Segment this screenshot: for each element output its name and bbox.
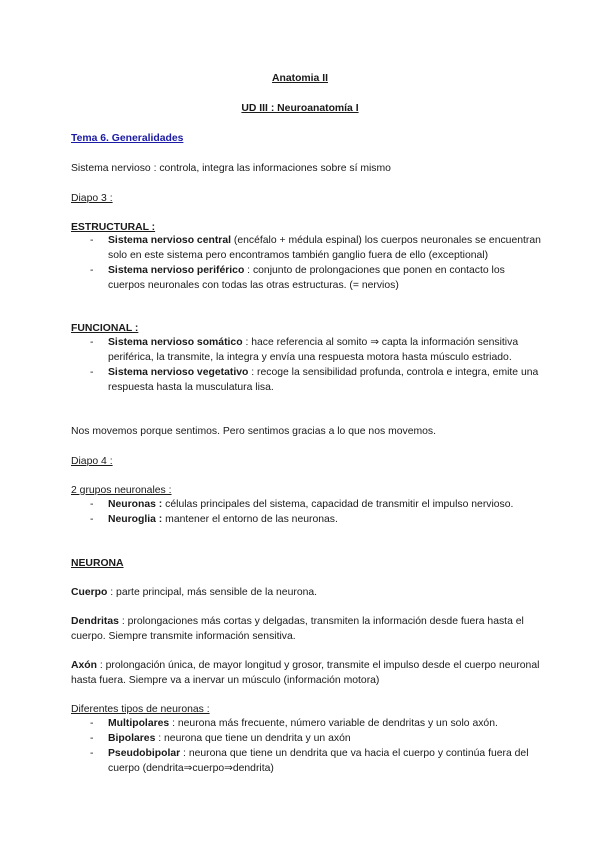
term: Neuronas : [108,499,163,510]
list-item [71,233,541,263]
definition: : prolongaciones más cortas y delgadas, transmiten la información desde fuera hasta el cuerpo. Siempre transmite información sensitiva. [71,616,524,642]
definition: (encéfalo + médula espinal) los cuerpos neuronales se encuentran solo en este sistema pero encontramos también ganglio fuera de ello (exceptional) [108,235,541,261]
list-item [71,512,541,527]
funcional-heading: FUNCIONAL : [71,323,139,334]
list-item [71,497,541,512]
groups-list [71,497,541,527]
definition: mantener el entorno de las neuronas. [162,514,338,525]
term: Pseudobipolar [108,748,181,759]
list-item [71,365,541,395]
term: Sistema nervioso vegetativo [108,367,249,378]
term: Multipolares [108,718,170,729]
neurona-heading: NEURONA [71,558,124,569]
funcional-list [71,335,541,395]
list-item [71,335,541,365]
types-label: Diferentes tipos de neuronas : [71,704,210,715]
diapo3-label: Diapo 3 : [71,193,113,204]
intro-line: Sistema nervioso : controla, integra las informaciones sobre sí mismo [71,163,391,174]
list-item [71,716,541,731]
term: Cuerpo [71,587,108,598]
groups-label: 2 grupos neuronales : [71,485,172,496]
term: Dendritas [71,616,119,627]
list-item [71,731,541,746]
definition: : hace referencia al somito ⇒ capta la información sensitiva periférica, la transmite, la integra y envía una respuesta motora hasta músculo estriado. [108,337,519,363]
term: Sistema nervioso periférico [108,265,245,276]
estructural-list [71,233,541,293]
types-list [71,716,541,776]
unit-title: UD III : Neuroanatomía I [241,103,359,114]
term: Sistema nervioso somático [108,337,243,348]
topic-heading[interactable] [71,131,541,146]
definition: : conjunto de prolongaciones que ponen en contacto los cuerpos neuronales con todas las otras estructuras. (= nervios) [108,265,505,291]
definition: : prolongación única, de mayor longitud y grosor, transmite el impulso desde el cuerpo neuronal hasta fuera. Siempre va a inervar un músculo (información motora) [71,660,540,686]
definition: : neurona más frecuente, número variable de dendritas y un solo axón. [169,718,498,729]
term: Sistema nervioso central [108,235,232,246]
definition: : recoge la sensibilidad profunda, controla e integra, emite una respuesta hasta la musculatura lisa. [108,367,539,393]
dendritas-paragraph [71,614,541,644]
remark-line: Nos movemos porque sentimos. Pero sentimos gracias a lo que nos movemos. [71,426,436,437]
definition: : neurona que tiene un dendrita que va hacia el cuerpo y continúa fuera del cuerpo (dendrita⇒cuerpo⇒dendrita) [108,748,529,774]
term: Neuroglia : [108,514,163,525]
list-item [71,263,541,293]
cuerpo-paragraph [71,585,541,600]
definition: : neurona que tiene un dendrita y un axón [155,733,351,744]
definition: células principales del sistema, capacidad de transmitir el impulso nervioso. [162,499,514,510]
definition: : parte principal, más sensible de la neurona. [107,587,318,598]
diapo4-label: Diapo 4 : [71,456,113,467]
term: Axón [71,660,97,671]
estructural-heading: ESTRUCTURAL : [71,222,156,233]
list-item [71,746,541,776]
axon-paragraph [71,658,541,688]
subject-title: Anatomia II [271,73,328,84]
topic-link[interactable]: Tema 6. Generalidades [71,133,184,144]
term: Bipolares [108,733,156,744]
